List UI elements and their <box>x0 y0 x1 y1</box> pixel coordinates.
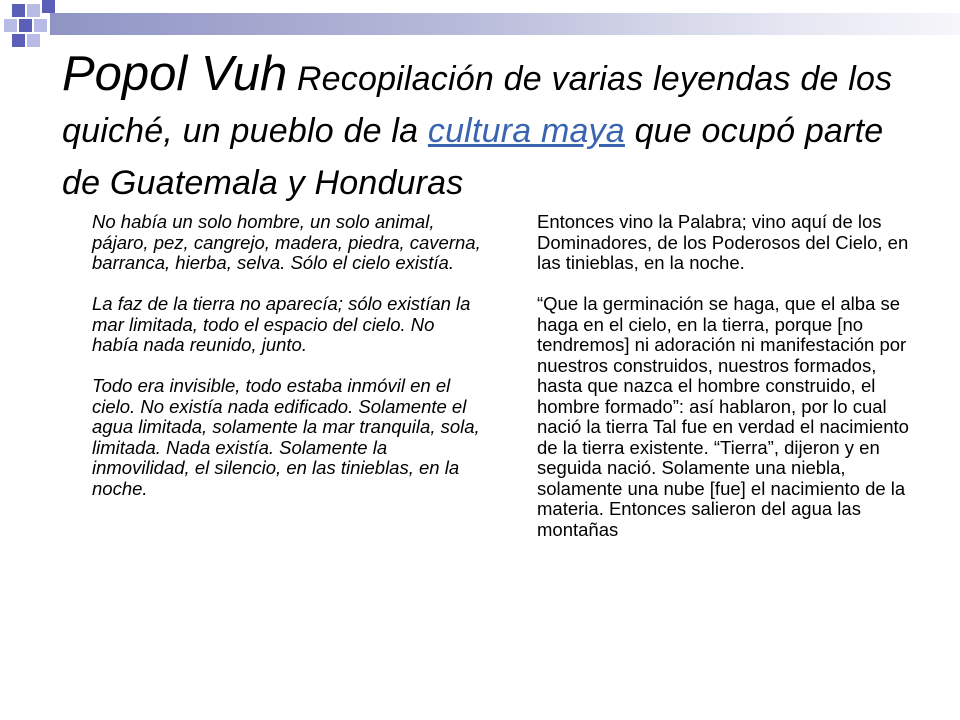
left-column <box>92 212 484 520</box>
right-paragraph-1: Entonces vino la Palabra; vino aquí de los Dominadores, de los Poderosos del Cielo, en las tinieblas, en la noche. <box>537 211 909 273</box>
cultura-maya-link[interactable]: cultura maya <box>427 112 625 150</box>
title-text-2: que ocupó parte de Guatemala y Honduras <box>62 112 884 202</box>
left-paragraph-2: La faz de la tierra no aparecía; sólo existían la mar limitada, todo el espacio del cielo. No había nada reunido, junto. <box>92 293 471 355</box>
right-column <box>537 212 912 561</box>
corner-square-2 <box>27 4 40 17</box>
slide-title <box>62 48 922 209</box>
corner-square-5 <box>19 19 32 32</box>
header-gradient-bar <box>50 13 960 35</box>
title-main: Popol Vuh <box>62 47 288 101</box>
corner-square-4 <box>4 19 17 32</box>
right-paragraph-2: “Que la germinación se haga, que el alba se haga en el cielo, en la tierra, porque [no tendremos] ni adoración ni manifestación por nuestros construidos, nuestros formados, hasta que nazca el hombre construido, el hombre formado”: así hablaron, por lo cual nació la tierra Tal fue en verdad el nacimiento de la tierra existente. “Tierra”, dijeron y en seguida nació. Solamente una niebla, solamente una nube [fue] el nacimiento de la materia. Entonces salieron del agua las montañas <box>537 293 909 540</box>
corner-square-6 <box>34 19 47 32</box>
corner-square-8 <box>27 34 40 47</box>
corner-square-7 <box>12 34 25 47</box>
corner-square-3 <box>42 0 55 13</box>
corner-square-1 <box>12 4 25 17</box>
left-paragraph-1: No había un solo hombre, un solo animal, pájaro, pez, cangrejo, madera, piedra, caverna, barranca, hierba, selva. Sólo el cielo existía. <box>92 211 481 273</box>
title-text-1: Recopilación de varias leyendas de los quiché, un pueblo de la <box>62 60 893 150</box>
left-paragraph-3: Todo era invisible, todo estaba inmóvil en el cielo. No existía nada edificado. Solamente el agua limitada, solamente la mar tranquila, sola, limitada. Nada existía. Solamente la inmovilidad, el silencio, en las tinieblas, en la noche. <box>92 375 480 499</box>
